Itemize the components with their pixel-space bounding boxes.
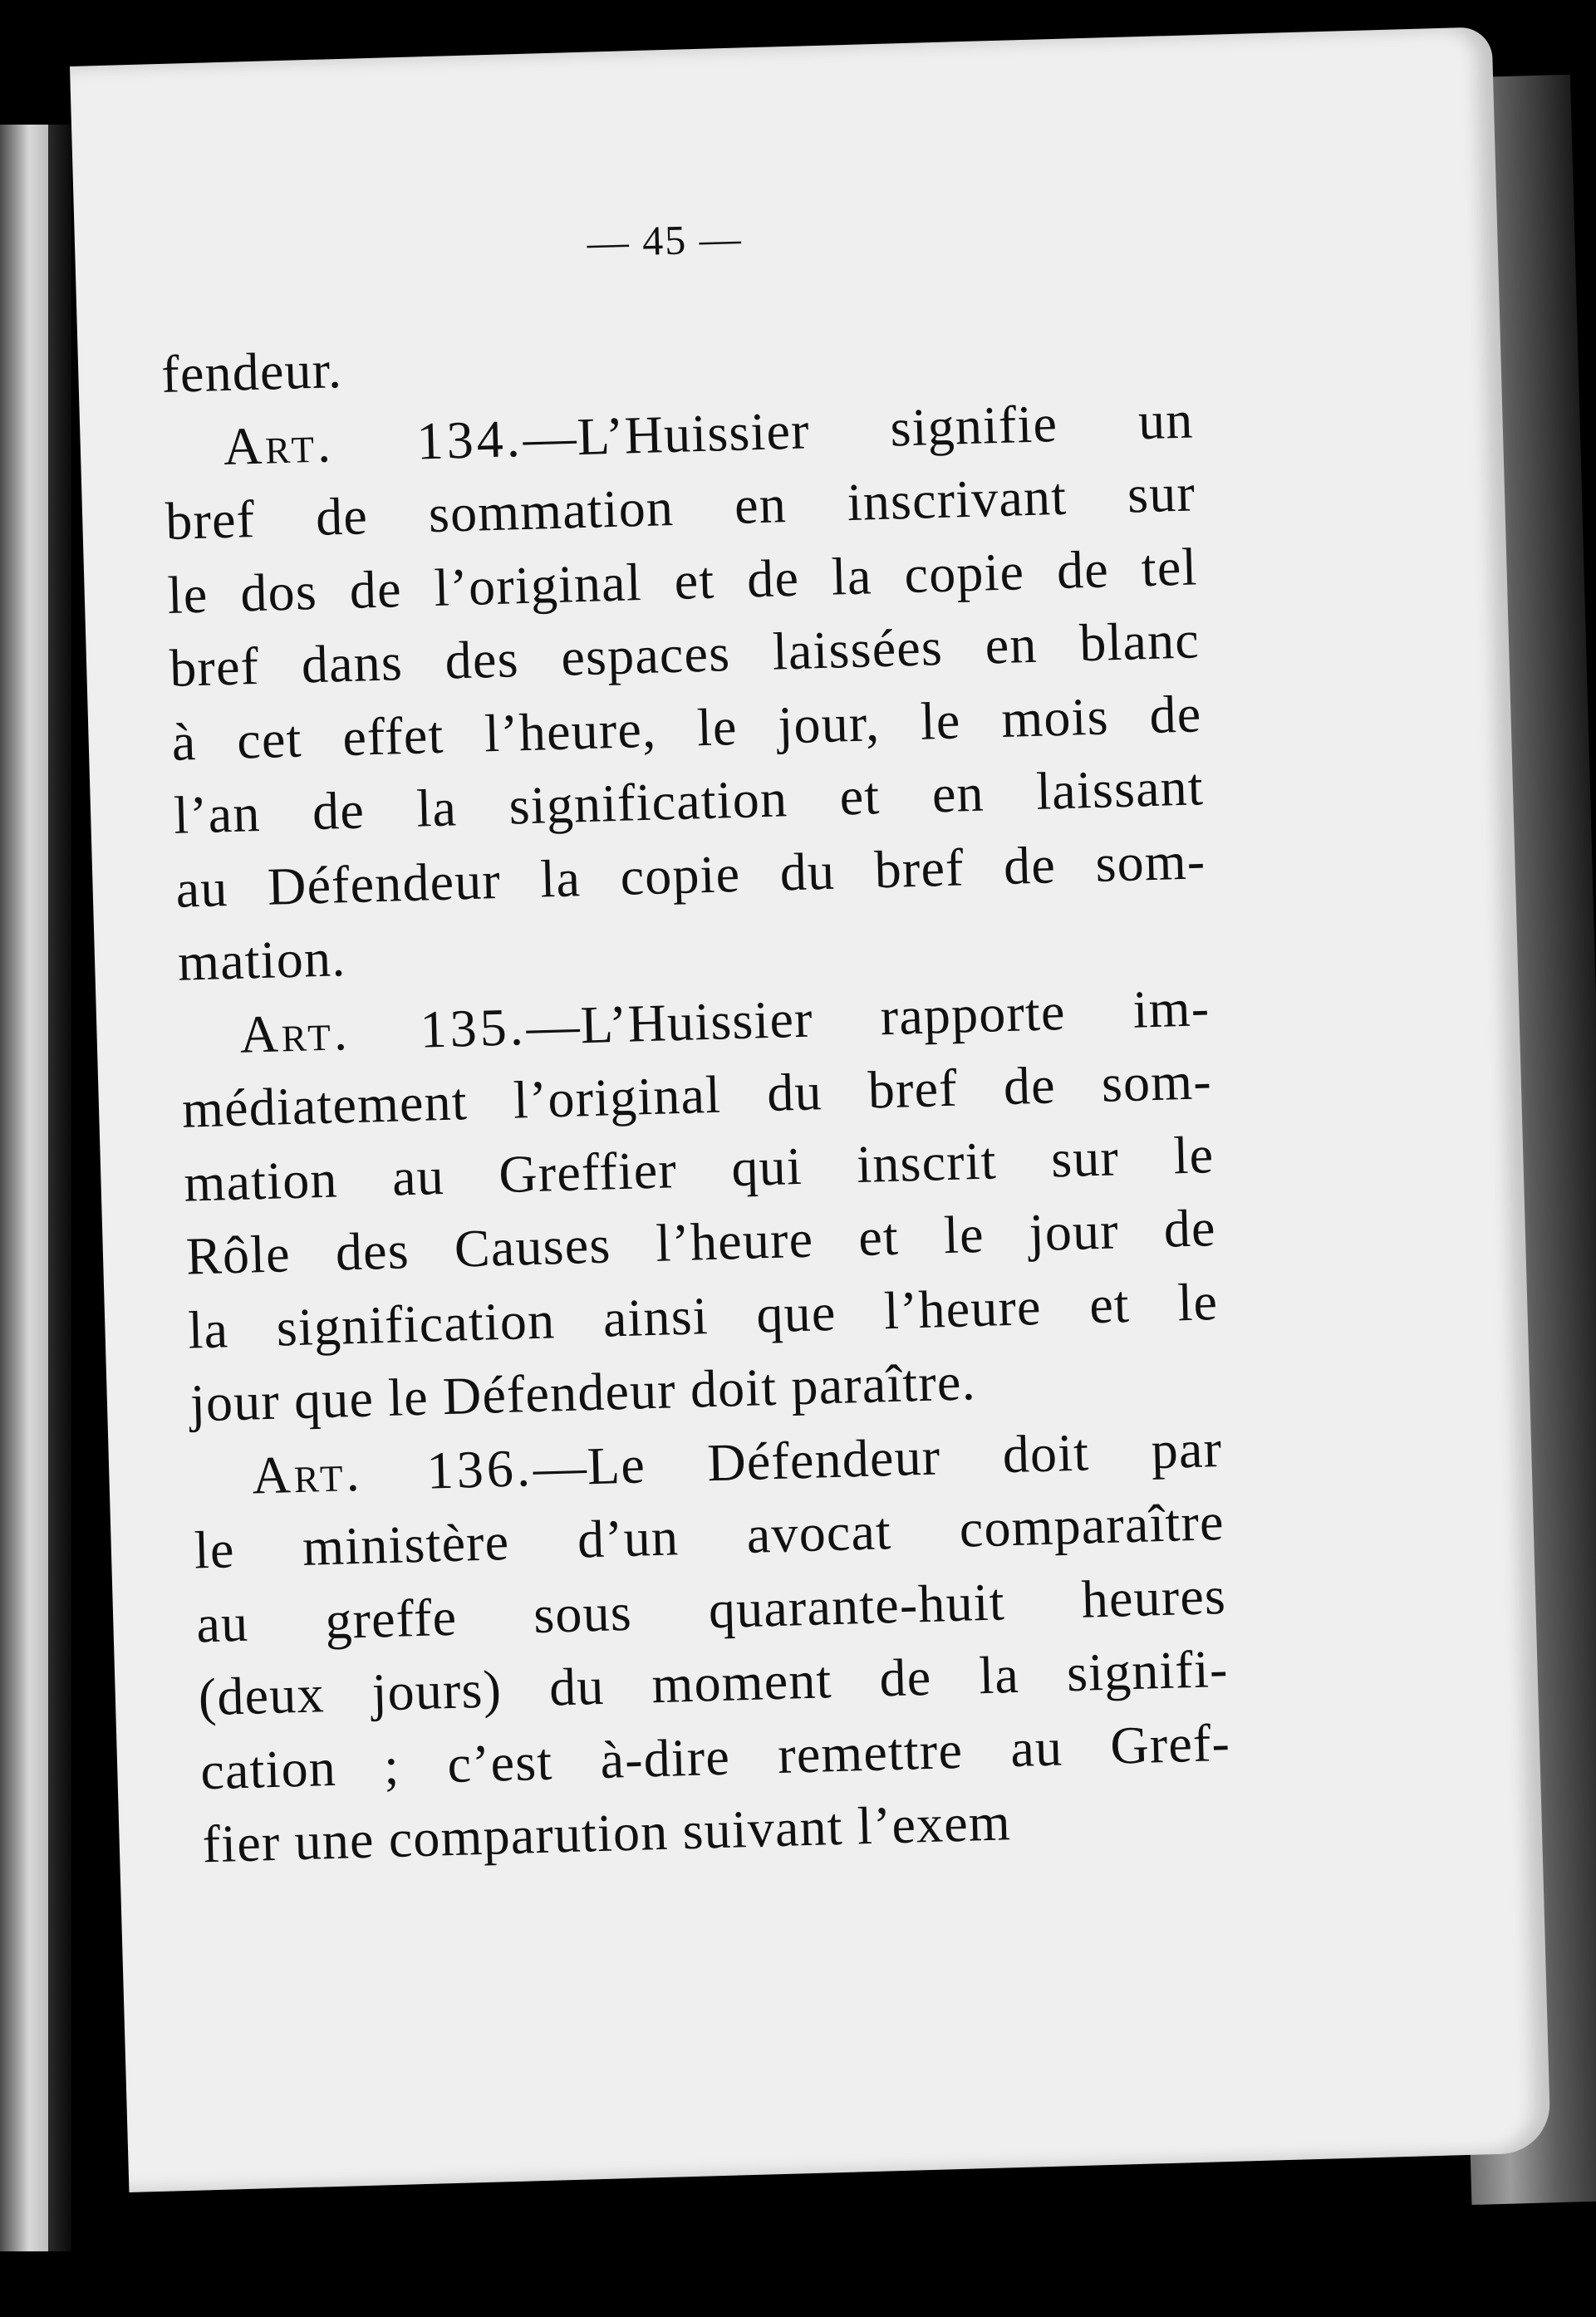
article-label: Art. 135. xyxy=(238,996,528,1064)
article-line: au Défendeur la copie du bref de som- xyxy=(174,830,1207,919)
article-line: l’an de la signification et en laissant xyxy=(173,757,1205,845)
book-page xyxy=(70,27,1551,2192)
article-line: mation. xyxy=(177,928,347,992)
book-gutter xyxy=(48,125,71,2251)
left-page-edge xyxy=(0,125,48,2251)
page-text xyxy=(160,309,1233,1881)
article-label: Art. 134. xyxy=(222,408,524,476)
article-135 xyxy=(179,971,1220,1441)
article-line: le dos de l’original et de la copie de tel xyxy=(166,536,1199,625)
article-line: bref dans des espaces laissées en blanc xyxy=(169,610,1201,698)
article-line: mation au Greffier qui inscrit sur le xyxy=(183,1124,1215,1213)
article-line: le ministère d’un avocat comparaître xyxy=(193,1491,1225,1580)
article-line: cation ; c’est à-dire remettre au Gref- xyxy=(199,1712,1231,1800)
article-line: (deux jours) du moment de la signifi- xyxy=(197,1638,1230,1727)
article-line: la signification ainsi que l’heure et le xyxy=(187,1271,1220,1360)
article-line: à cet effet l’heure, le jour, le mois de xyxy=(170,683,1203,772)
article-134 xyxy=(163,383,1209,999)
article-line: —L’Huissier signifie un xyxy=(522,389,1195,468)
article-line: bref de sommation en inscrivant sur xyxy=(165,463,1196,551)
article-line: au greffe sous quarante-huit heures xyxy=(195,1565,1227,1653)
article-line: fier une comparution suivant l’exem xyxy=(201,1792,1012,1874)
continuation-line: fendeur. xyxy=(160,340,343,405)
page-number: — 45 — xyxy=(586,214,744,266)
article-line: jour que le Défendeur doit paraître. xyxy=(189,1352,977,1433)
article-line: Rôle des Causes l’heure et le jour de xyxy=(185,1198,1217,1286)
article-line: —L’Huissier rapporte im- xyxy=(525,977,1211,1056)
article-136 xyxy=(191,1411,1233,1881)
article-line: —Le Défendeur doit par xyxy=(532,1418,1223,1497)
article-line: médiatement l’original du bref de som- xyxy=(181,1051,1213,1139)
article-label: Art. 136. xyxy=(251,1437,534,1505)
